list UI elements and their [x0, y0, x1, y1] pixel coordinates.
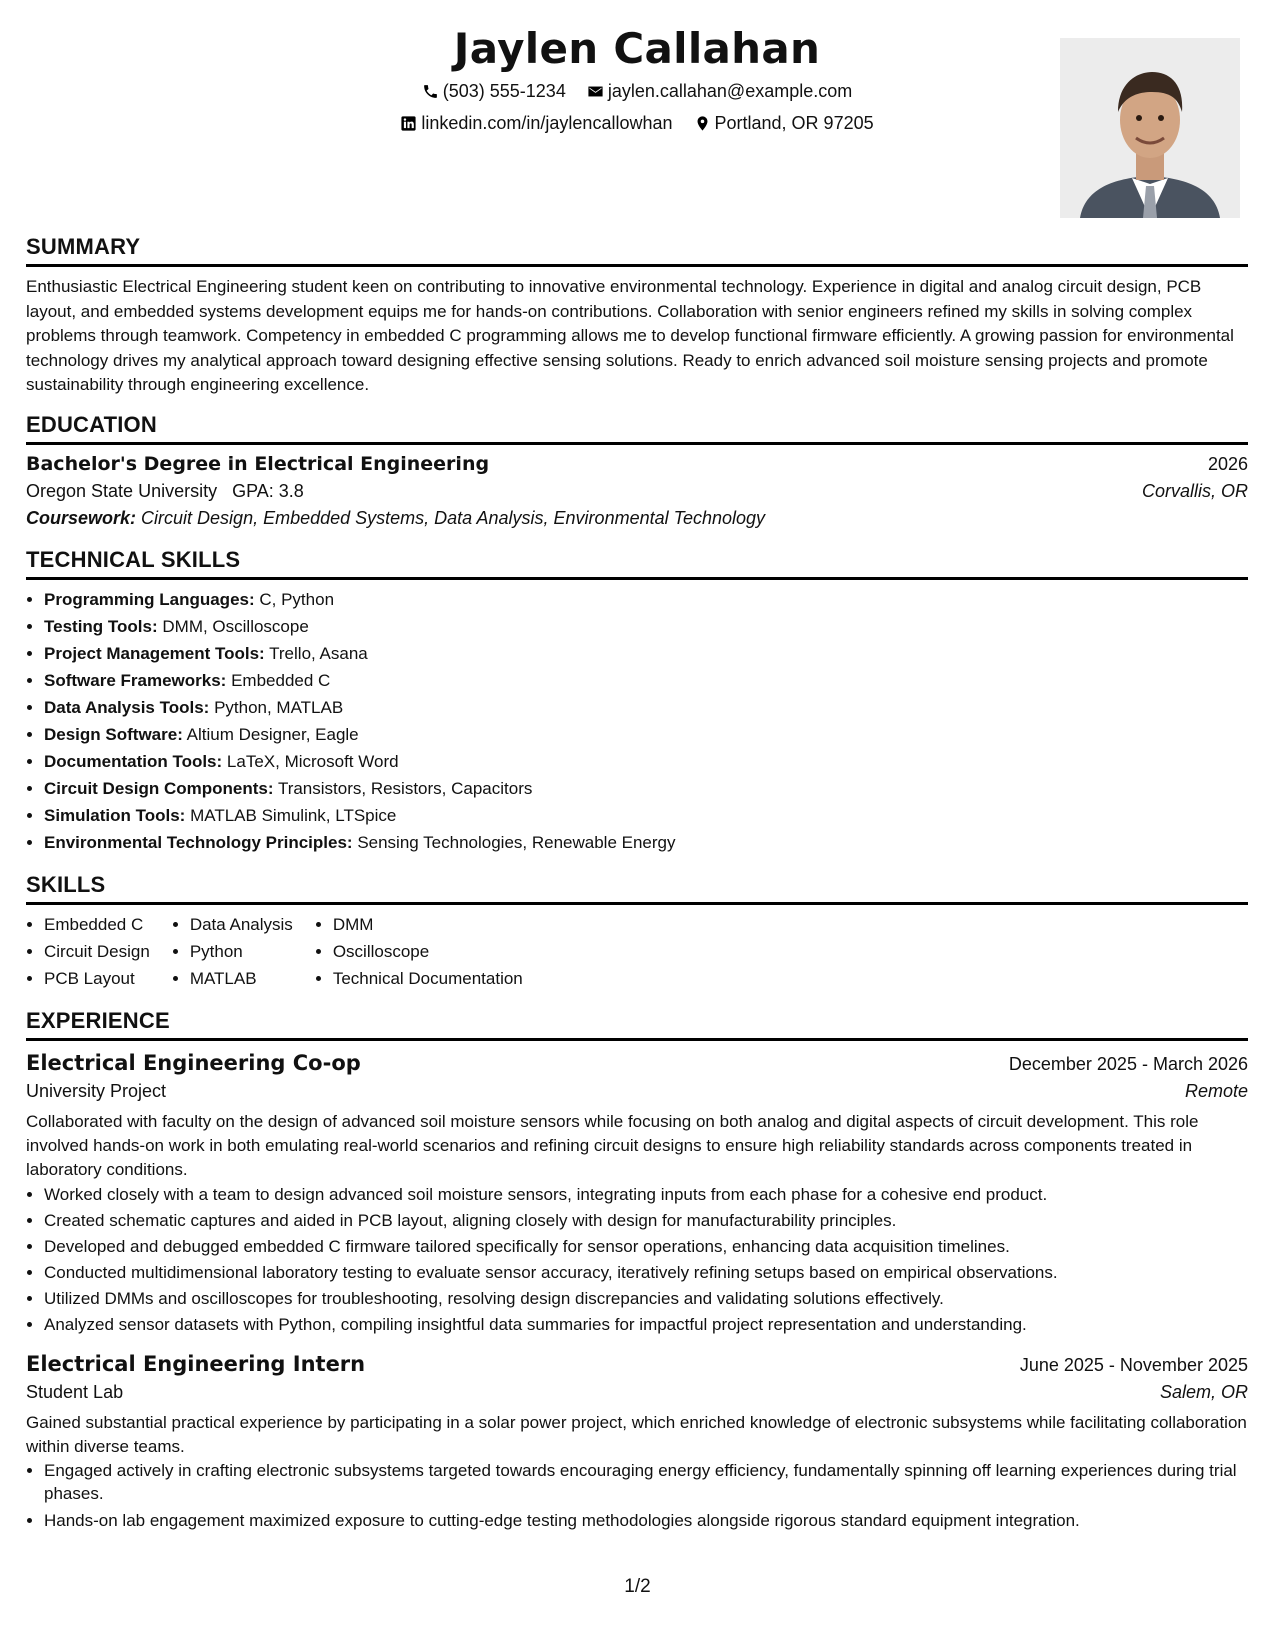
- skill-label: Project Management Tools:: [44, 643, 265, 663]
- phone-text[interactable]: (503) 555-1234: [442, 81, 566, 101]
- list-item: [44, 721, 1248, 748]
- list-item: • PCB Layout: [44, 965, 150, 992]
- candidate-name: Jaylen Callahan: [453, 24, 821, 73]
- technical-skills-heading: TECHNICAL SKILLS: [26, 547, 1248, 580]
- skill-value: Transistors, Resistors, Capacitors: [277, 778, 533, 798]
- skill-value: MATLAB Simulink, LTSpice: [190, 805, 397, 825]
- resume-page: [26, 18, 1248, 1534]
- list-item: • Developed and debugged embedded C firmware tailored specifically for sensor operations, enhancing data acquisition timelines.: [44, 1234, 1248, 1260]
- job-bullets: [26, 1459, 1248, 1534]
- list-item: [44, 667, 1248, 694]
- job-dates: December 2025 - March 2026: [1008, 1053, 1248, 1074]
- list-item: [44, 694, 1248, 721]
- skills-section: [26, 872, 1248, 992]
- job-description: Collaborated with faculty on the design of advanced soil moisture sensors while focusing on both analog and digital aspects of circuit development. This role involved hands-on work in both emulating real-world scenarios and refining circuit designs to ensure high reliability standards across components treated in laboratory conditions.: [26, 1111, 1199, 1179]
- job-description: Gained substantial practical experience by participating in a solar power project, which enriched knowledge of electronic subsystems while facilitating collaboration within diverse teams.: [26, 1412, 1247, 1456]
- list-item: [44, 748, 1248, 775]
- job-dates: June 2025 - November 2025: [1019, 1354, 1248, 1375]
- experience-heading: EXPERIENCE: [26, 1008, 1248, 1041]
- coursework-list: Circuit Design, Embedded Systems, Data Analysis, Environmental Technology: [141, 507, 766, 528]
- skill-label: Simulation Tools:: [44, 805, 186, 825]
- list-item: • Oscilloscope: [333, 938, 523, 965]
- skills-column: [172, 911, 293, 992]
- job-location: Salem, OR: [1159, 1381, 1248, 1402]
- linkedin-icon: [400, 115, 417, 132]
- skill-label: Testing Tools:: [44, 616, 158, 636]
- list-item: [44, 802, 1248, 829]
- job-org-row: [26, 1382, 1248, 1403]
- summary-text: Enthusiastic Electrical Engineering student keen on contributing to innovative environmental technology. Experience in digital and analog circuit design, PCB layout, and embedded systems development equips me for hands-on contributions. Collaboration with senior engineers refined my skills in solving complex problems through teamwork. Competency in embedded C programming allows me to develop functional firmware efficiently. A growing passion for environmental technology drives my analytical approach toward designing effective sensing solutions. Ready to enrich advanced soil moisture sensing projects and promote sustainability through engineering excellence.: [26, 277, 1234, 394]
- list-item: [44, 613, 1248, 640]
- resume-header: [26, 24, 1248, 224]
- job-location: Remote: [1184, 1080, 1248, 1101]
- skill-label: Software Frameworks:: [44, 670, 227, 690]
- list-item: • Python: [190, 938, 293, 965]
- skill-label: Programming Languages:: [44, 589, 255, 609]
- skill-value: Embedded C: [231, 670, 331, 690]
- list-item: [44, 829, 1248, 856]
- job-entry: [26, 1051, 1248, 1338]
- phone-icon: [422, 83, 439, 100]
- linkedin-contact: [400, 113, 672, 134]
- education-section: [26, 412, 1248, 529]
- degree-name: Bachelor's Degree in Electrical Engineering: [26, 452, 490, 475]
- technical-skills-section: [26, 547, 1248, 856]
- list-item: • Data Analysis: [190, 911, 293, 938]
- education-heading: EDUCATION: [26, 412, 1248, 445]
- list-item: [44, 775, 1248, 802]
- skill-label: Data Analysis Tools:: [44, 697, 210, 717]
- list-item: • Worked closely with a team to design advanced soil moisture sensors, integrating inputs from each phase for a cohesive end product.: [44, 1182, 1248, 1208]
- skill-label: Design Software:: [44, 724, 183, 744]
- list-item: • Conducted multidimensional laboratory testing to evaluate sensor accuracy, iteratively refining setups based on empirical observations.: [44, 1260, 1248, 1286]
- experience-section: [26, 1008, 1248, 1534]
- job-entry: [26, 1352, 1248, 1534]
- job-organization: University Project: [26, 1080, 167, 1101]
- job-bullets: [26, 1182, 1248, 1338]
- skill-value: Trello, Asana: [269, 643, 368, 663]
- job-title: Electrical Engineering Co-op: [26, 1050, 361, 1075]
- skill-value: Altium Designer, Eagle: [186, 724, 359, 744]
- job-header: [26, 1352, 1248, 1376]
- skills-column: [315, 911, 523, 992]
- skill-label: Circuit Design Components:: [44, 778, 274, 798]
- skill-value: DMM, Oscilloscope: [162, 616, 309, 636]
- location-contact: [694, 113, 874, 134]
- list-item: • MATLAB: [190, 965, 293, 992]
- skill-label: Documentation Tools:: [44, 751, 223, 771]
- school-info: [26, 481, 304, 502]
- linkedin-link[interactable]: linkedin.com/in/jaylencallowhan: [421, 113, 673, 133]
- list-item: • Analyzed sensor datasets with Python, compiling insightful data summaries for impactful project representation and understanding.: [44, 1312, 1248, 1338]
- list-item: [44, 586, 1248, 613]
- skills-columns: [26, 911, 1248, 992]
- list-item: • Created schematic captures and aided in PCB layout, aligning closely with design for manufacturability principles.: [44, 1208, 1248, 1234]
- skill-label: Environmental Technology Principles:: [44, 832, 353, 852]
- education-degree-row: [26, 453, 1248, 475]
- skills-heading: SKILLS: [26, 872, 1248, 905]
- summary-heading: SUMMARY: [26, 234, 1248, 267]
- email-contact: [587, 81, 852, 102]
- list-item: • Technical Documentation: [333, 965, 523, 992]
- job-title: Electrical Engineering Intern: [26, 1351, 366, 1376]
- page-number: 1/2: [624, 1576, 651, 1597]
- email-link[interactable]: jaylen.callahan@example.com: [607, 81, 853, 101]
- profile-photo: [1060, 38, 1240, 218]
- list-item: • DMM: [333, 911, 523, 938]
- skill-value: Sensing Technologies, Renewable Energy: [357, 832, 676, 852]
- list-item: • Embedded C: [44, 911, 150, 938]
- job-header: [26, 1051, 1248, 1075]
- skill-value: LaTeX, Microsoft Word: [226, 751, 399, 771]
- list-item: • Hands-on lab engagement maximized exposure to cutting-edge testing methodologies alongside rigorous standard equipment integration.: [44, 1508, 1248, 1534]
- list-item: • Engaged actively in crafting electronic subsystems targeted towards encouraging energy efficiency, fundamentally spinning off learning experiences during trial phases.: [44, 1459, 1248, 1505]
- job-organization: Student Lab: [26, 1381, 124, 1402]
- job-org-row: [26, 1081, 1248, 1102]
- graduation-year: 2026: [1207, 453, 1248, 474]
- list-item: [44, 640, 1248, 667]
- school-name: Oregon State University: [26, 480, 218, 501]
- envelope-icon: [587, 83, 604, 100]
- list-item: • Utilized DMMs and oscilloscopes for troubleshooting, resolving design discrepancies and validating solutions effectively.: [44, 1286, 1248, 1312]
- map-pin-icon: [694, 115, 711, 132]
- technical-skills-list: [26, 586, 1248, 856]
- summary-section: [26, 234, 1248, 398]
- school-location: Corvallis, OR: [1141, 480, 1248, 501]
- skill-value: C, Python: [259, 589, 335, 609]
- skill-value: Python, MATLAB: [214, 697, 344, 717]
- skills-column: [26, 911, 150, 992]
- location-text: Portland, OR 97205: [714, 113, 874, 133]
- gpa: GPA: 3.8: [232, 480, 304, 501]
- coursework: [26, 508, 1248, 529]
- phone-contact: [422, 81, 566, 102]
- education-school-row: [26, 481, 1248, 502]
- coursework-label: Coursework:: [26, 507, 137, 528]
- list-item: • Circuit Design: [44, 938, 150, 965]
